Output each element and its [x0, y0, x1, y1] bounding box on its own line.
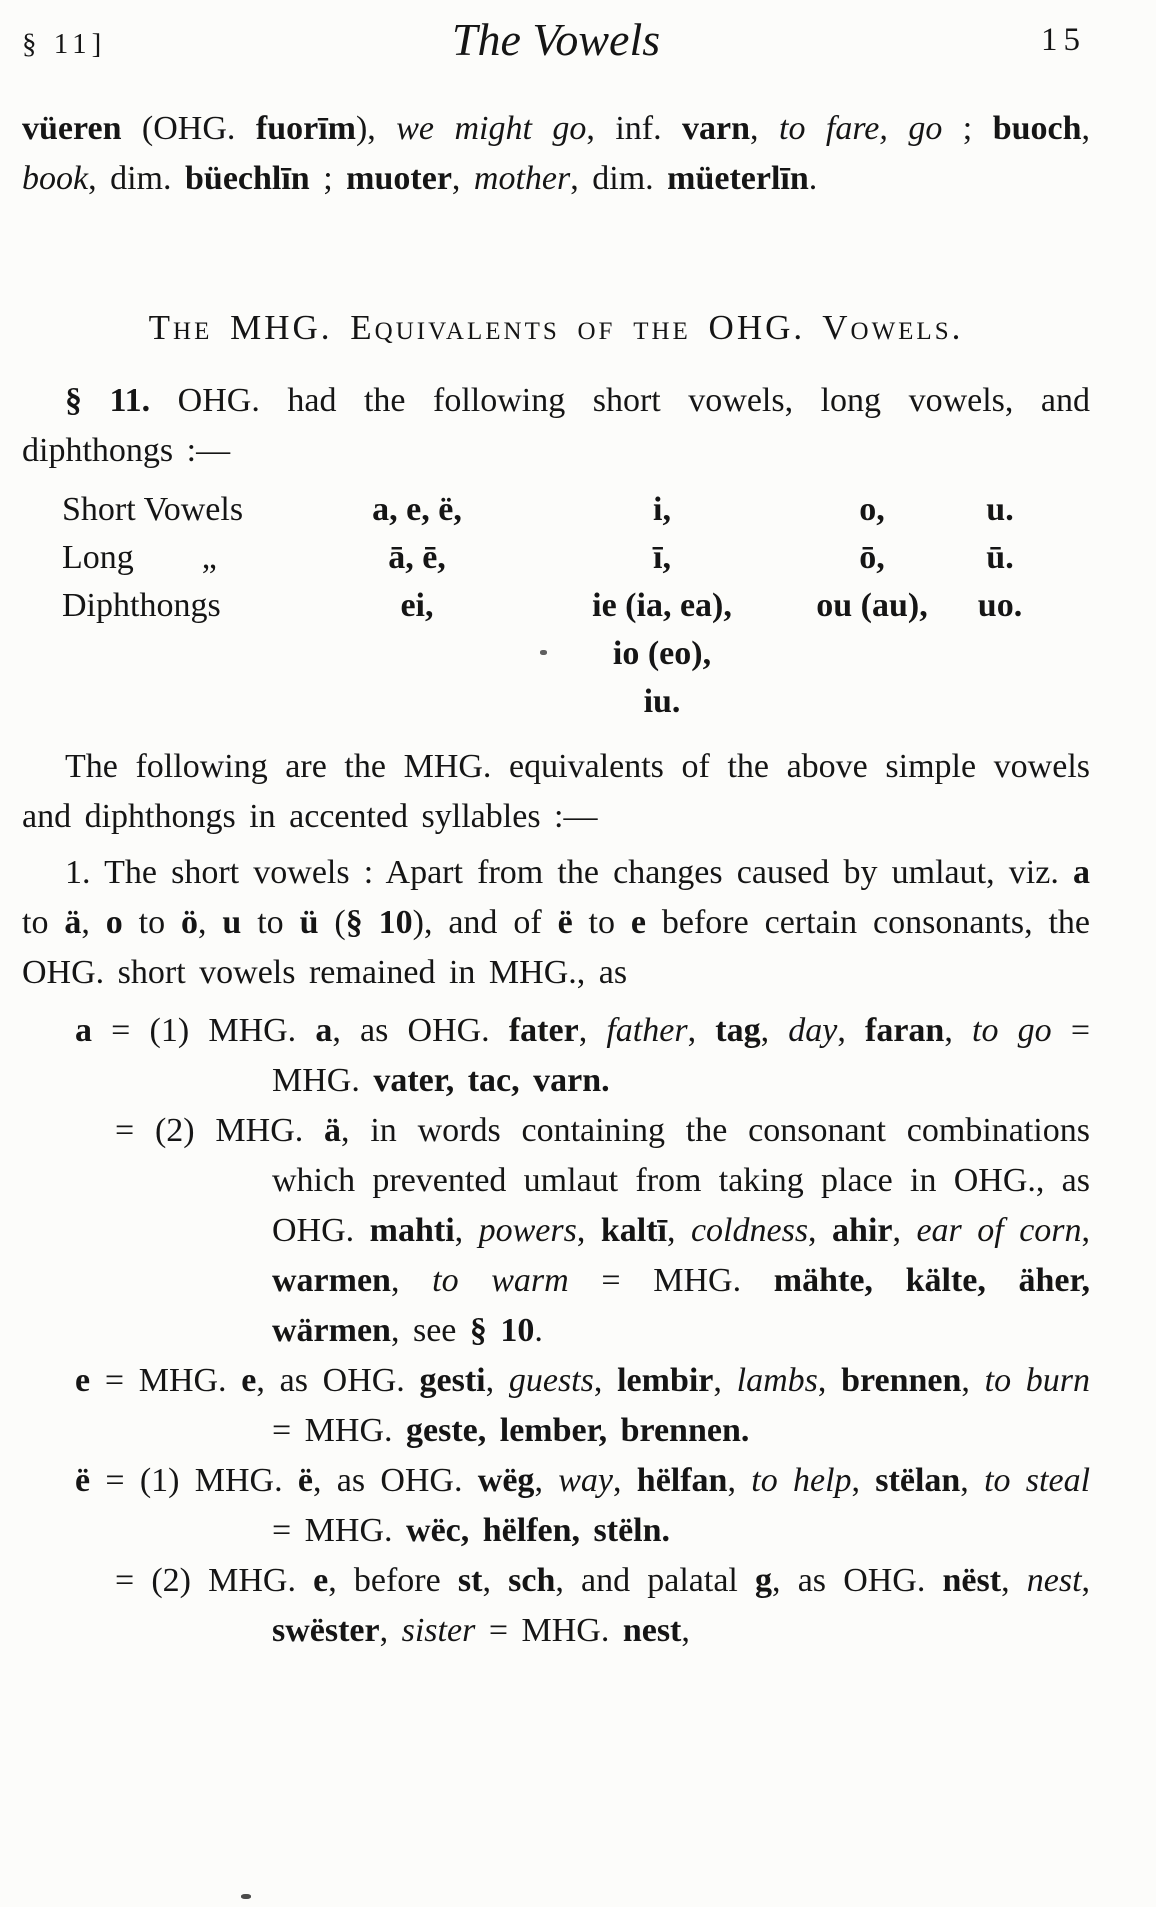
- text-run: ,: [578, 1012, 607, 1049]
- text-run: ,: [750, 110, 779, 147]
- table-row-long-vowels: [22, 534, 1090, 582]
- text-run: , dim.: [88, 160, 185, 197]
- text-run: day: [788, 1012, 838, 1049]
- text-run: ä: [64, 904, 82, 941]
- text-run: ;: [309, 160, 347, 197]
- ink-speck: [540, 650, 547, 655]
- text-run: ,: [454, 1212, 479, 1249]
- text-run: ),: [355, 110, 397, 147]
- text-run: to: [241, 904, 300, 941]
- text-run: a: [315, 1012, 333, 1049]
- table-cell: Short Vowels: [62, 491, 244, 528]
- text-run: ,: [666, 1212, 691, 1249]
- table-cell: Diphthongs: [62, 587, 221, 624]
- text-run: = (2) MHG.: [115, 1562, 314, 1599]
- text-run: ,: [1081, 1562, 1091, 1599]
- table-cell: [952, 678, 1048, 726]
- text-run: ,: [727, 1462, 752, 1499]
- text-run: ,: [1001, 1562, 1027, 1599]
- table-cell: u.: [986, 491, 1014, 528]
- text-run: , dim.: [570, 160, 668, 197]
- text-run: stëlan: [875, 1462, 961, 1499]
- text-run: lambs: [736, 1362, 818, 1399]
- text-run: to steal: [984, 1462, 1091, 1499]
- text-run: ,: [961, 1362, 985, 1399]
- text-run: ,: [1081, 110, 1091, 147]
- text-run: ,: [451, 160, 474, 197]
- table-cell: [302, 630, 532, 678]
- table-row-diphthongs: [22, 582, 1090, 630]
- text-run: sch: [508, 1562, 556, 1599]
- text-run: ,: [593, 1362, 618, 1399]
- text-run: , in words containing the consonant combinations which prevented umlaut from taking place in OHG., as OHG.: [272, 1112, 1090, 1249]
- text-run: ,: [837, 1012, 866, 1049]
- text-run: ,: [390, 1262, 433, 1299]
- text-run: (: [318, 904, 346, 941]
- text-run: ü: [299, 904, 319, 941]
- text-run: ë: [75, 1462, 91, 1499]
- text-run: = (1) MHG.: [90, 1462, 298, 1499]
- text-run: mahti: [369, 1212, 455, 1249]
- text-run: to: [122, 904, 181, 941]
- text-run: 1. The short vowels : Apart from the changes caused by umlaut, viz.: [65, 854, 1073, 891]
- table-cell: [22, 630, 302, 678]
- text-run: ,: [944, 1012, 973, 1049]
- text-run: ä: [324, 1112, 342, 1149]
- section-reference: § 11]: [22, 28, 107, 60]
- text-run: nest: [1026, 1562, 1082, 1599]
- table-row-diphthongs-iu: [22, 678, 1090, 726]
- entry-e: [22, 1356, 1090, 1456]
- text-run: = (1) MHG.: [92, 1012, 316, 1049]
- text-run: , before: [328, 1562, 458, 1599]
- text-run: st: [457, 1562, 483, 1599]
- table-cell: i,: [653, 491, 671, 528]
- text-run: nest: [622, 1612, 682, 1649]
- table-cell: ū.: [986, 539, 1014, 576]
- table-cell: Long „: [62, 539, 217, 576]
- text-run: vater, tac, varn.: [373, 1062, 610, 1099]
- running-title: The Vowels: [451, 14, 661, 65]
- text-run: ,: [713, 1362, 737, 1399]
- table-cell: [792, 678, 952, 726]
- entry-e-umlaut-1: [22, 1456, 1090, 1556]
- text-run: müeterlīn: [667, 160, 809, 197]
- text-run: varn: [682, 110, 751, 147]
- text-run: e: [75, 1362, 91, 1399]
- table-cell: iu.: [643, 683, 681, 720]
- table-cell: uo.: [977, 587, 1023, 624]
- text-run: = (2) MHG.: [115, 1112, 325, 1149]
- text-run: mother: [473, 160, 571, 197]
- text-run: gesti: [419, 1362, 486, 1399]
- table-cell: [952, 630, 1048, 678]
- text-run: ö: [181, 904, 198, 941]
- entry-a-2: [22, 1106, 1090, 1356]
- text-run: lembir: [617, 1362, 714, 1399]
- table-cell: [22, 678, 302, 726]
- section-heading: The MHG. Equivalents of the OHG. Vowels.: [148, 308, 964, 347]
- text-run: .: [534, 1312, 543, 1349]
- text-run: wëc, hëlfen, stëln.: [406, 1512, 671, 1549]
- text-run: § 11.: [65, 382, 151, 419]
- text-run: g: [755, 1562, 773, 1599]
- text-run: to: [572, 904, 631, 941]
- text-run: to burn: [984, 1362, 1091, 1399]
- text-run: , as OHG.: [332, 1012, 509, 1049]
- text-run: before certain consonants, the OHG. short vowels remained in MHG., as: [22, 904, 1091, 991]
- text-run: powers: [478, 1212, 577, 1249]
- text-run: faran: [865, 1012, 945, 1049]
- page-number: 15: [1041, 22, 1086, 58]
- text-run: OHG. had the following short vowels, long vowels, and diphthongs :—: [22, 382, 1091, 469]
- table-row-short-vowels: [22, 486, 1090, 534]
- text-run: = MHG.: [90, 1362, 242, 1399]
- text-run: mähte, kälte, äher, wärmen: [272, 1262, 1090, 1349]
- text-run: ,: [817, 1362, 842, 1399]
- text-run: , as OHG.: [256, 1362, 420, 1399]
- text-run: , inf.: [586, 110, 683, 147]
- text-run: ,: [613, 1462, 637, 1499]
- table-cell: ie (ia, ea),: [592, 587, 732, 624]
- text-run: ,: [482, 1562, 509, 1599]
- text-run: ,: [808, 1212, 833, 1249]
- text-run: to warm: [432, 1262, 569, 1299]
- table-cell: ā, ē,: [388, 539, 446, 576]
- text-run: fater: [508, 1012, 579, 1049]
- text-run: u: [222, 904, 242, 941]
- text-run: o: [105, 904, 123, 941]
- text-run: sister: [401, 1612, 476, 1649]
- text-run: ahir: [832, 1212, 893, 1249]
- table-cell: ou (au),: [816, 587, 928, 624]
- text-run: e: [630, 904, 646, 941]
- text-run: , see: [390, 1312, 470, 1349]
- text-run: ë: [557, 904, 573, 941]
- table-cell: ō,: [859, 539, 885, 576]
- table-cell: a, e, ë,: [372, 491, 462, 528]
- text-run: we might go: [396, 110, 587, 147]
- text-run: father: [606, 1012, 688, 1049]
- text-run: ), and of: [412, 904, 558, 941]
- table-cell: io (eo),: [612, 635, 712, 672]
- vowel-table: [22, 486, 1090, 726]
- text-run: ,: [960, 1462, 985, 1499]
- paragraph-section-11: [22, 376, 1090, 476]
- table-cell: ei,: [400, 587, 434, 624]
- text-run: ,: [892, 1212, 917, 1249]
- text-run: ,: [485, 1362, 509, 1399]
- text-run: swëster: [272, 1612, 380, 1649]
- text-run: § 10: [345, 904, 413, 941]
- text-run: guests: [508, 1362, 594, 1399]
- table-cell: ī,: [653, 539, 671, 576]
- text-run: buoch: [992, 110, 1082, 147]
- text-run: warmen: [272, 1262, 391, 1299]
- text-run: ,: [760, 1012, 789, 1049]
- text-run: e: [241, 1362, 257, 1399]
- text-run: = MHG.: [272, 1012, 1090, 1099]
- text-run: ;: [942, 110, 993, 147]
- text-run: § 10: [469, 1312, 535, 1349]
- text-run: a: [1073, 854, 1090, 891]
- text-run: , as OHG.: [312, 1462, 478, 1499]
- paragraph-continuation: [22, 104, 1090, 204]
- text-run: , as OHG.: [772, 1562, 943, 1599]
- text-run: = MHG.: [475, 1612, 623, 1649]
- text-run: wëg: [477, 1462, 535, 1499]
- text-run: way: [558, 1462, 613, 1499]
- text-run: = MHG.: [272, 1512, 407, 1549]
- text-run: ,: [687, 1012, 716, 1049]
- text-run: ,: [851, 1462, 876, 1499]
- text-run: , and palatal: [555, 1562, 756, 1599]
- page-header: [22, 14, 1090, 86]
- text-run: muoter: [346, 160, 452, 197]
- text-run: (OHG.: [121, 110, 256, 147]
- text-run: ,: [1081, 1212, 1091, 1249]
- text-run: nëst: [942, 1562, 1002, 1599]
- text-run: = MHG.: [568, 1262, 774, 1299]
- text-run: to fare, go: [779, 110, 943, 147]
- text-run: ear of corn: [916, 1212, 1082, 1249]
- text-run: ,: [534, 1462, 559, 1499]
- ink-speck: [241, 1894, 251, 1899]
- text-run: ,: [81, 904, 106, 941]
- text-run: ,: [379, 1612, 402, 1649]
- text-run: fuorīm: [255, 110, 356, 147]
- entry-e-umlaut-2: [22, 1556, 1090, 1656]
- text-run: geste, lember, brennen.: [406, 1412, 750, 1449]
- text-run: to help: [751, 1462, 852, 1499]
- table-cell: [302, 678, 532, 726]
- text-run: a: [75, 1012, 92, 1049]
- text-run: brennen: [841, 1362, 962, 1399]
- equivalents-list: [22, 1006, 1090, 1656]
- paragraph-short-vowels: [22, 848, 1090, 998]
- entry-a-1: [22, 1006, 1090, 1106]
- table-cell: o,: [859, 491, 885, 528]
- text-run: hëlfan: [636, 1462, 728, 1499]
- text-run: ,: [576, 1212, 601, 1249]
- text-run: .: [808, 160, 818, 197]
- text-run: book: [22, 160, 89, 197]
- text-run: coldness: [690, 1212, 809, 1249]
- text-run: vüeren: [22, 110, 122, 147]
- text-run: ë: [297, 1462, 313, 1499]
- text-run: e: [313, 1562, 329, 1599]
- table-row-diphthongs-io: [22, 630, 1090, 678]
- text-run: kaltī: [600, 1212, 667, 1249]
- text-run: to: [22, 904, 65, 941]
- paragraph-following: The following are the MHG. equivalents of the above simple vowels and diphthongs in accented syllables :—: [22, 748, 1090, 835]
- text-run: to go: [972, 1012, 1052, 1049]
- text-run: = MHG.: [272, 1412, 407, 1449]
- text-run: ,: [681, 1612, 690, 1649]
- text-run: tag: [715, 1012, 761, 1049]
- text-run: ,: [198, 904, 223, 941]
- table-cell: [792, 630, 952, 678]
- text-run: büechlīn: [185, 160, 310, 197]
